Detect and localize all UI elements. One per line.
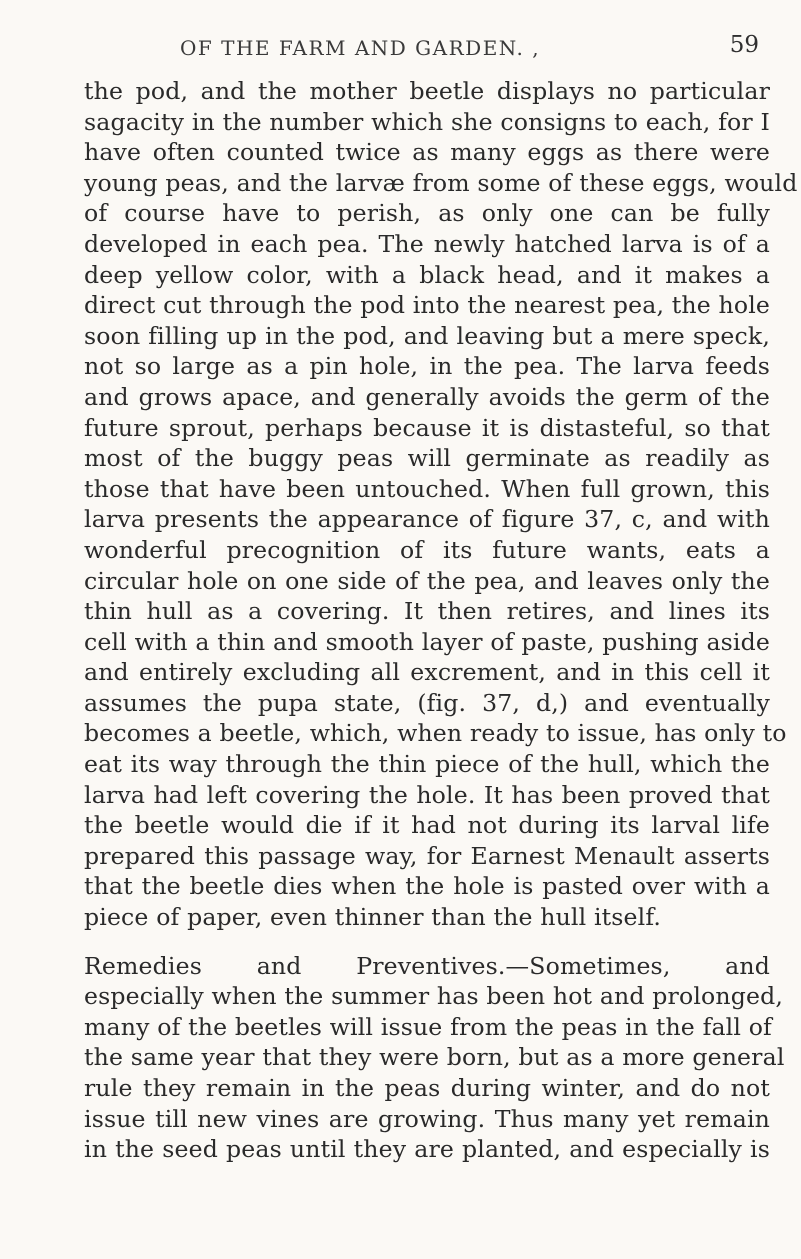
body-text — [84, 76, 798, 1165]
text-line: prepared this passage way, for Earnest Menault asserts — [84, 841, 770, 870]
text-line: soon filling up in the pod, and leaving but a mere speck, — [84, 321, 770, 350]
text-line: have often counted twice as many eggs as there were — [84, 138, 770, 167]
text-line: piece of paper, even thinner than the hull itself. — [84, 903, 662, 932]
text-line: the same year that they were born, but as a more general — [84, 1043, 785, 1072]
text-line: most of the buggy peas will germinate as readily as — [84, 444, 770, 473]
text-line: young peas, and the larvæ from some of these eggs, would — [84, 168, 798, 197]
text-line: cell with a thin and smooth layer of paste, pushing aside — [84, 627, 770, 656]
text-line: that the beetle dies when the hole is pasted over with a — [84, 872, 770, 901]
text-line: direct cut through the pod into the nearest pea, the hole — [84, 291, 771, 320]
text-line: those that have been untouched. When full grown, this — [84, 474, 770, 503]
text-line: wonderful precognition of its future wants, eats a — [84, 535, 770, 564]
running-title: OF THE FARM AND GARDEN. , — [180, 36, 541, 60]
text-line: rule they remain in the peas during winter, and do not — [84, 1074, 770, 1102]
section-heading-line: Remedies and Preventives.—Sometimes, and — [84, 951, 770, 980]
text-line: the beetle would die if it had not during its larval life — [84, 811, 770, 840]
text-line: future sprout, perhaps because it is distasteful, so that — [84, 413, 770, 442]
page-number: 59 — [729, 32, 759, 58]
text-line: issue till new vines are growing. Thus many yet remain — [84, 1104, 770, 1133]
text-line: deep yellow color, with a black head, and it makes a — [84, 260, 770, 289]
text-line: sagacity in the number which she consigns to each, for I — [84, 107, 770, 136]
text-line: assumes the pupa state, (fig. 37, d,) and eventually — [84, 688, 770, 717]
paragraph-gap — [84, 933, 770, 951]
text-line: and entirely excluding all excrement, and in this cell it — [84, 658, 770, 687]
text-line: developed in each pea. The newly hatched larva is of a — [84, 229, 770, 258]
text-line: larva had left covering the hole. It has been proved that — [84, 780, 770, 809]
text-line: the pod, and the mother beetle displays no particular — [84, 77, 770, 105]
text-line: thin hull as a covering. It then retires, and lines its — [84, 597, 770, 626]
text-line: in the seed peas until they are planted, and especially is — [84, 1135, 770, 1164]
running-head — [0, 26, 801, 66]
text-line: circular hole on one side of the pea, and leaves only the — [84, 566, 770, 595]
paragraph-1 — [84, 76, 798, 933]
text-line: especially when the summer has been hot and prolonged, — [84, 982, 784, 1011]
paragraph-2 — [84, 951, 785, 1165]
text-line: not so large as a pin hole, in the pea. The larva feeds — [84, 352, 770, 381]
text-line: of course have to perish, as only one can be fully — [84, 199, 770, 228]
text-line: many of the beetles will issue from the peas in the fall of — [84, 1012, 772, 1041]
text-line: and grows apace, and generally avoids the germ of the — [84, 382, 770, 411]
text-line: becomes a beetle, which, when ready to issue, has only to — [84, 719, 787, 748]
text-line: eat its way through the thin piece of the hull, which the — [84, 750, 770, 779]
text-line: larva presents the appearance of figure 37, c, and with — [84, 505, 770, 534]
